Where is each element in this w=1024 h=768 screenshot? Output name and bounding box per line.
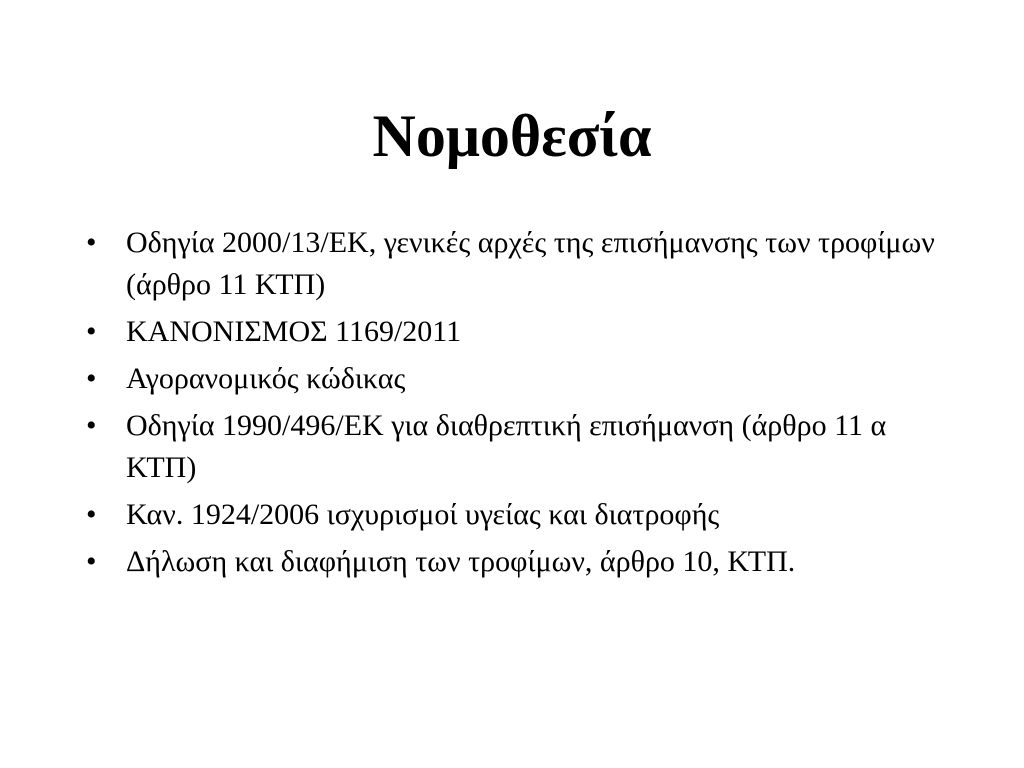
bullet-dot-icon: • (86, 315, 97, 348)
bullet-text: ΚΑΝΟΝΙΣΜΟΣ 1169/2011 (126, 315, 462, 348)
slide-title: Νομοθεσία (372, 103, 652, 169)
bullet-list (86, 222, 956, 588)
bullet-dot-icon: • (86, 498, 97, 531)
bullet-text: Οδηγία 1990/496/ΕΚ για διαθρεπτική επισήμανση (άρθρο 11 α ΚΤΠ) (126, 409, 887, 484)
bullet-dot-icon: • (86, 409, 97, 442)
bullet-text: Αγορανομικός κώδικας (126, 362, 406, 395)
bullet-item (86, 311, 956, 353)
bullet-item (86, 494, 956, 536)
bullet-dot-icon: • (86, 545, 97, 578)
bullet-text: Δήλωση και διαφήμιση των τροφίμων, άρθρο 10, ΚΤΠ. (126, 545, 796, 578)
bullet-item (86, 405, 956, 489)
bullet-item (86, 541, 956, 583)
bullet-item (86, 222, 956, 306)
bullet-text: Καν. 1924/2006 ισχυρισμοί υγείας και διατροφής (126, 498, 720, 531)
bullet-item (86, 358, 956, 400)
bullet-dot-icon: • (86, 362, 97, 395)
bullet-dot-icon: • (86, 226, 97, 259)
bullet-text: Οδηγία 2000/13/ΕΚ, γενικές αρχές της επισήμανσης των τροφίμων (άρθρο 11 ΚΤΠ) (126, 226, 935, 301)
